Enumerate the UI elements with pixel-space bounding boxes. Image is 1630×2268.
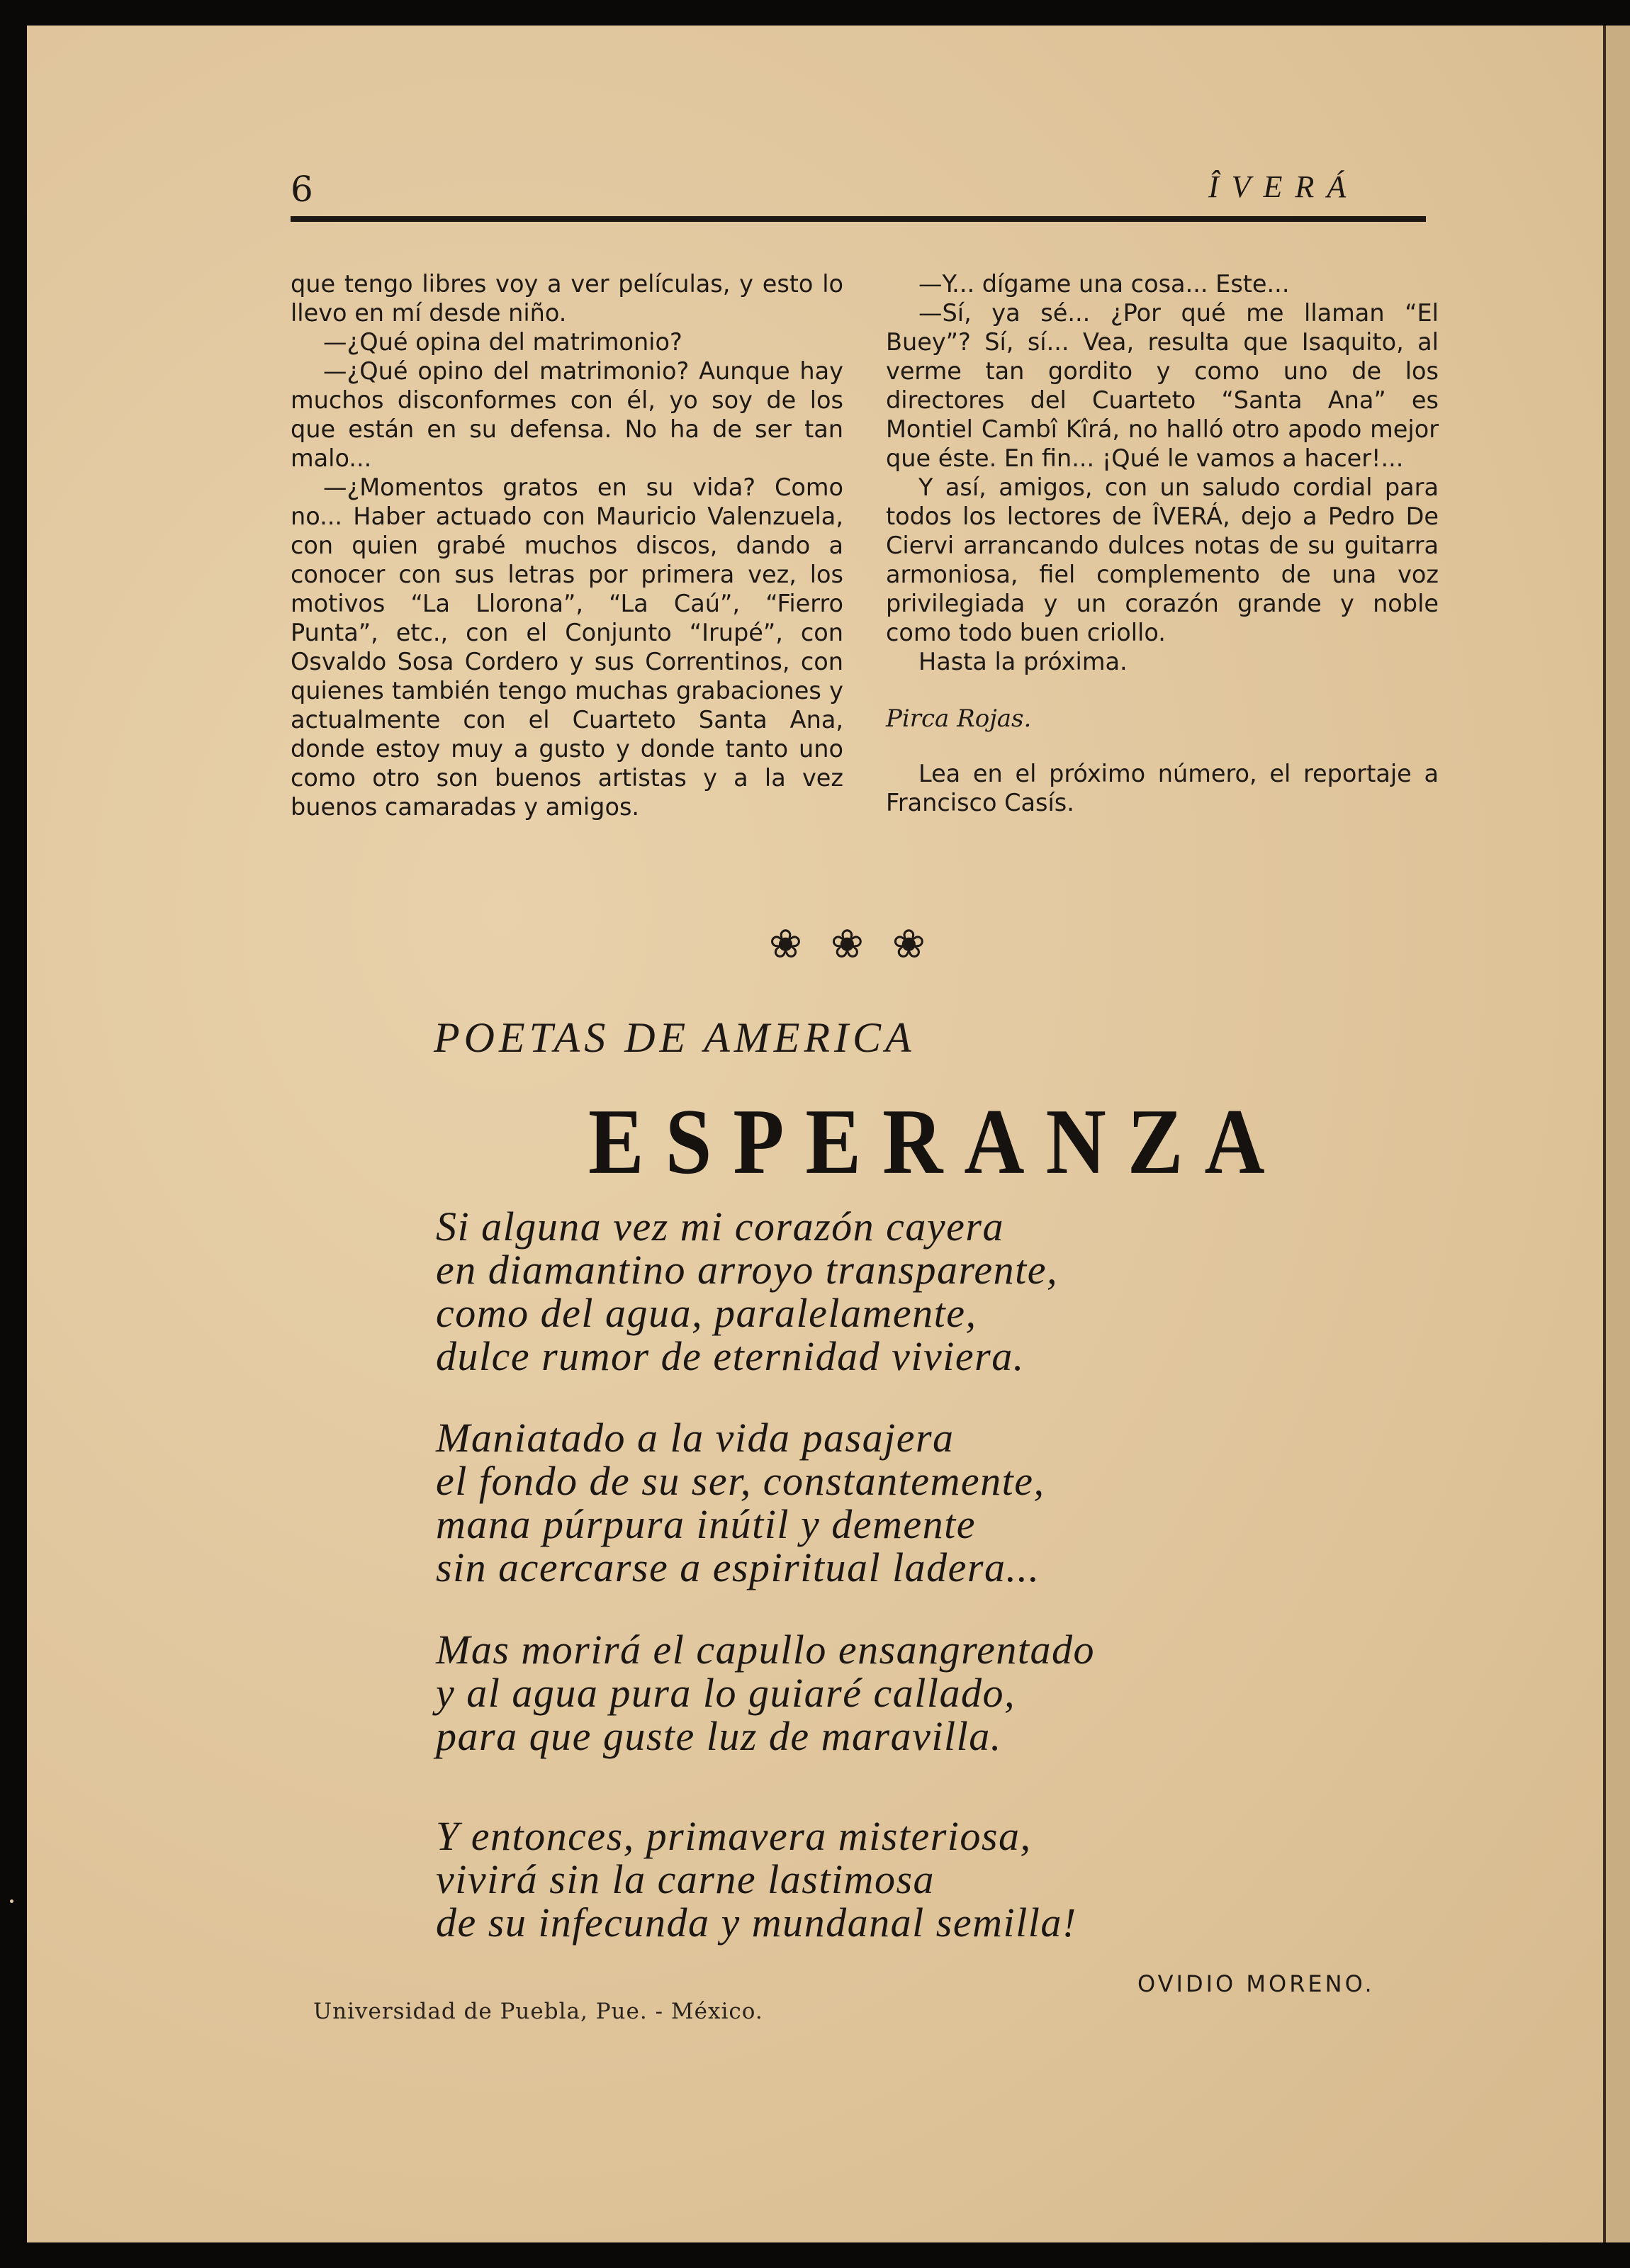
paragraph: —Y... dígame una cosa... Este...	[918, 270, 1290, 298]
section-title: POETAS DE AMERICA	[434, 1014, 916, 1061]
paragraph: —¿Qué opino del matrimonio? Aunque hay muchos disconformes con él, yo soy de los que están en su defensa. No ha de ser tan malo...	[291, 357, 843, 472]
poem-line: Y entonces, primavera misteriosa,	[436, 1813, 1032, 1859]
scan-speck	[10, 1899, 13, 1903]
page-number: 6	[291, 169, 313, 210]
poem-stanza	[436, 1814, 1077, 1944]
next-page-edge	[1603, 26, 1630, 2242]
next-issue-announcement: Lea en el próximo número, el reportaje a Francisco Casís.	[886, 760, 1439, 816]
poem-stanza	[436, 1628, 1095, 1758]
interview-right-column	[886, 269, 1439, 817]
poem-line: dulce rumor de eternidad viviera.	[436, 1333, 1025, 1379]
header-rule	[291, 216, 1426, 222]
interview-left-column	[291, 269, 843, 821]
paragraph: —¿Momentos gratos en su vida? Como no... Haber actuado con Mauricio Valenzuela, con quien grabé muchos discos, dando a conocer con sus letras por primera vez, los motivos “La Llorona”, “La Caú”, “Fierro Punta”, etc., con el Conjunto “Irupé”, con Osvaldo Sosa Cordero y sus Correntinos, con quienes también tengo muchas grabaciones y actualmente con el Cuarteto Santa Ana, donde estoy muy a gusto y donde tanto uno como otro son buenos artistas y a la vez buenos camaradas y amigos.	[291, 473, 843, 821]
poem-line: y al agua pura lo guiaré callado,	[436, 1670, 1016, 1716]
poem-line: Mas morirá el capullo ensangrentado	[436, 1627, 1095, 1673]
ornament-divider: ❀❀❀	[769, 921, 954, 967]
poem-title: ESPERANZA	[588, 1089, 1286, 1194]
poem-line: para que guste luz de maravilla.	[436, 1713, 1002, 1759]
poem-line: de su infecunda y mundanal semilla!	[436, 1899, 1077, 1946]
poem-line: en diamantino arroyo transparente,	[436, 1247, 1058, 1293]
poem-source: Universidad de Puebla, Pue. - México.	[313, 1999, 763, 2024]
paragraph: —¿Qué opina del matrimonio?	[323, 328, 682, 356]
paragraph: que tengo libres voy a ver películas, y esto lo llevo en mí desde niño.	[291, 270, 843, 327]
poem-stanza	[436, 1205, 1058, 1378]
poem-line: Maniatado a la vida pasajera	[436, 1415, 955, 1461]
poem-stanza	[436, 1416, 1045, 1589]
poem-line: el fondo de su ser, constantemente,	[436, 1458, 1045, 1504]
poem-line: Si alguna vez mi corazón cayera	[436, 1203, 1004, 1250]
poem-line: vivirá sin la carne lastimosa	[436, 1856, 935, 1902]
poem-line: como del agua, paralelamente,	[436, 1290, 977, 1336]
running-header-title: ÎVERÁ	[1208, 169, 1359, 204]
paragraph: —Sí, ya sé... ¿Por qué me llaman “El Buey”? Sí, sí... Vea, resulta que Isaquito, al verme tan gordito y como uno de los directores del Cuarteto “Santa Ana” es Montiel Cambî Kîrá, no halló otro apodo mejor que éste. En fin... ¡Qué le vamos a hacer!...	[886, 299, 1439, 472]
interview-signature: Pirca Rojas.	[886, 704, 1032, 733]
paragraph: Hasta la próxima.	[918, 648, 1128, 675]
poem-line: sin acercarse a espiritual ladera...	[436, 1544, 1040, 1590]
poem-line: mana púrpura inútil y demente	[436, 1501, 976, 1547]
poem-author: OVIDIO MORENO.	[1137, 1970, 1375, 1997]
paragraph: Y así, amigos, con un saludo cordial para todos los lectores de ÎVERÁ, dejo a Pedro De Ciervi arrancando dulces notas de su guitarra armoniosa, fiel complemento de una voz privilegiada y un corazón grande y noble como todo buen criollo.	[886, 473, 1439, 646]
